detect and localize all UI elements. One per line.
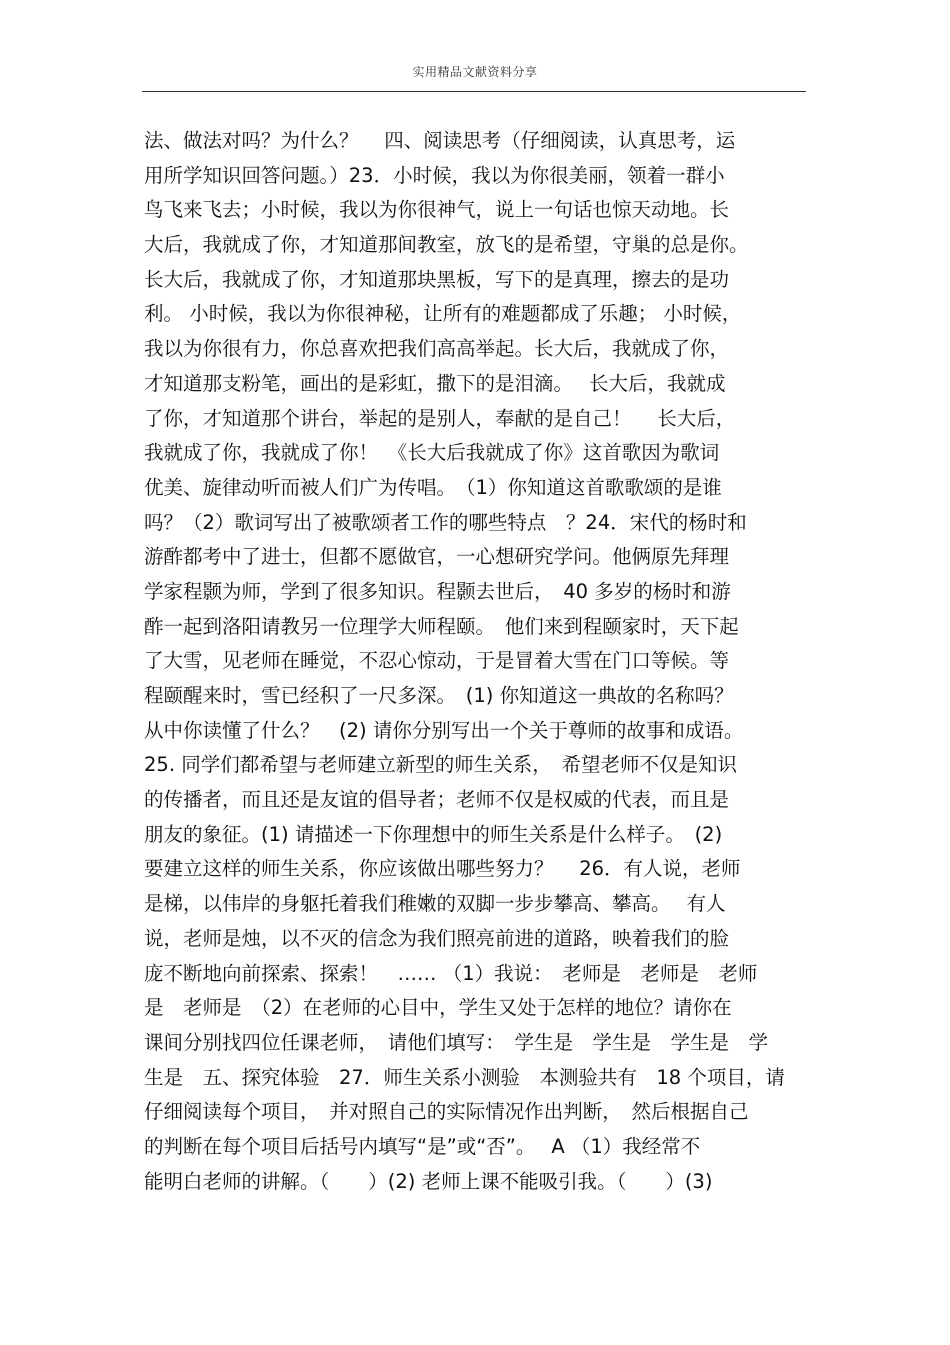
text-line: 长大后，我就成了你，才知道那块黑板，写下的是真理，擦去的是功: [144, 267, 730, 291]
text-line: 学家程颢为师，学到了很多知识。程颢去世后， 40 多岁的杨时和游: [144, 579, 731, 603]
text-line: 从中你读懂了什么？ (2) 请你分别写出一个关于尊师的故事和成语。: [144, 718, 744, 742]
text-line: 生是 五、探究体验 27．师生关系小测验 本测验共有 18 个项目，请: [144, 1065, 785, 1089]
text-line: 法、做法对吗？为什么？ 四、阅读思考（仔细阅读，认真思考，运: [144, 129, 736, 152]
document-body: [144, 124, 808, 1199]
text-line: 吗？（2）歌词写出了被歌颂者工作的哪些特点 ？24．宋代的杨时和: [144, 510, 747, 534]
text-line: 朋友的象征。(1) 请描述一下你理想中的师生关系是什么样子。 (2): [144, 822, 723, 846]
text-line: 25. 同学们都希望与老师建立新型的师生关系， 希望老师不仅是知识: [144, 753, 737, 777]
text-line: 庞不断地向前探索、探索！ …… （1）我说： 老师是 老师是 老师: [144, 961, 758, 985]
page-header: 实用精品文献资料分享: [412, 65, 538, 79]
text-line: 才知道那支粉笔，画出的是彩虹，撒下的是泪滴。 长大后，我就成: [144, 371, 726, 395]
text-line: 酢一起到洛阳请教另一位理学大师程颐。 他们来到程颐家时，天下起: [144, 614, 739, 638]
text-line: 了大雪，见老师在睡觉，不忍心惊动，于是冒着大雪在门口等候。等: [144, 649, 730, 673]
text-line: 鸟飞来飞去；小时候，我以为你很神气，说上一句话也惊天动地。长: [144, 198, 730, 222]
text-line: 大后，我就成了你，才知道那间教室，放飞的是希望，守巢的总是你。: [144, 233, 749, 257]
text-line: 游酢都考中了进士，但都不愿做官，一心想研究学问。他俩原先拜理: [144, 545, 730, 569]
text-line: 是梯，以伟岸的身躯托着我们稚嫩的双脚一步步攀高、攀高。 有人: [144, 892, 726, 916]
text-line: 利。 小时候，我以为你很神秘，让所有的难题都成了乐趣； 小时候，: [144, 302, 742, 326]
text-line: 用所学知识回答问题。）23．小时候，我以为你很美丽，领着一群小: [144, 163, 725, 187]
text-line: 要建立这样的师生关系，你应该做出哪些努力？ 26．有人说，老师: [144, 857, 741, 881]
text-line: 课间分别找四位任课老师， 请他们填写： 学生是 学生是 学生是 学: [144, 1030, 769, 1054]
text-line: 了你，才知道那个讲台，举起的是别人，奉献的是自己！ 长大后，: [144, 406, 736, 430]
text-line: 说，老师是烛，以不灭的信念为我们照亮前进的道路，映着我们的脸: [144, 926, 730, 950]
text-line: 是 老师是 （2）在老师的心目中，学生又处于怎样的地位？请你在: [144, 996, 732, 1020]
text-line: 的判断在每个项目后括号内填写“是”或“否”。 A （1）我经常不: [144, 1134, 701, 1158]
text-line: 能明白老师的讲解。（ ）(2) 老师上课不能吸引我。（ ）(3): [144, 1169, 713, 1193]
text-line: 优美、旋律动听而被人们广为传唱。 （1）你知道这首歌歌颂的是谁: [144, 475, 722, 499]
text-line: 我以为你很有力，你总喜欢把我们高高举起。长大后，我就成了你，: [144, 337, 730, 361]
text-line: 仔细阅读每个项目， 并对照自己的实际情况作出判断， 然后根据自己: [144, 1100, 749, 1124]
text-line: 的传播者，而且还是友谊的倡导者；老师不仅是权威的代表，而且是: [144, 788, 730, 812]
text-line: 程颐醒来时，雪已经积了一尺多深。 (1) 你知道这一典故的名称吗？: [144, 684, 734, 707]
text-line: 我就成了你，我就成了你！ 《长大后我就成了你》这首歌因为歌词: [144, 441, 720, 465]
header-divider: [142, 91, 806, 92]
